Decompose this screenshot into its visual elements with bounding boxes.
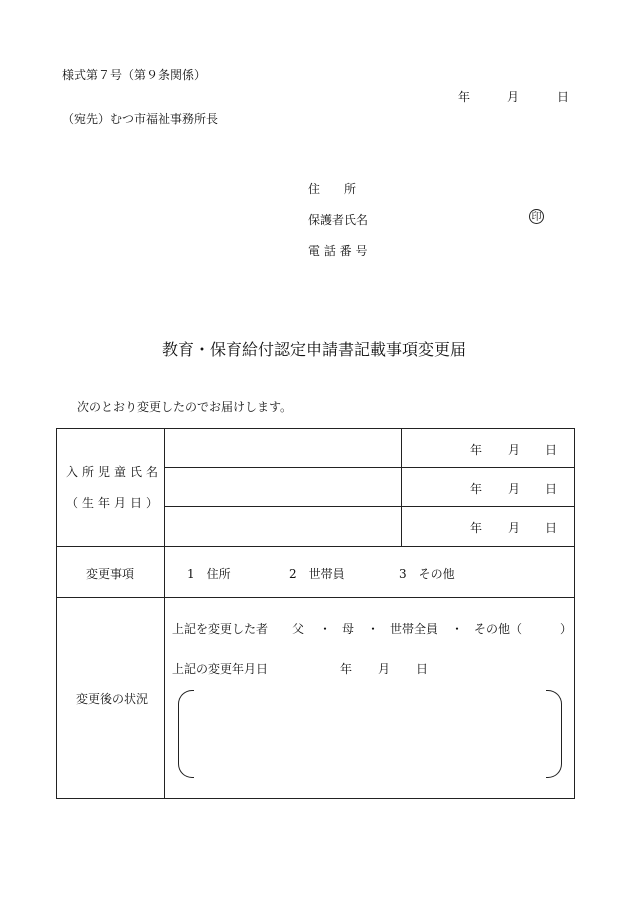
changed-by-father[interactable]: 父 <box>292 622 305 636</box>
seal-icon: 印 <box>529 209 544 224</box>
child-3-year: 年 <box>470 521 483 535</box>
change-date-label: 上記の変更年月日 <box>172 662 269 676</box>
child-2-year: 年 <box>470 482 483 496</box>
guardian-name-label: 保護者氏名 <box>308 213 369 227</box>
changed-by-mother[interactable]: 母 <box>342 622 355 636</box>
section-divider-1 <box>56 546 575 547</box>
changed-by-label: 上記を変更した者 <box>172 622 269 636</box>
change-option-other[interactable]: 3 その他 <box>399 567 455 581</box>
child-name-label: 入所児童氏名 <box>66 465 163 479</box>
label-column-divider <box>164 428 165 799</box>
change-date-month: 月 <box>378 662 391 676</box>
header-date-year: 年 <box>458 90 471 104</box>
child-row-divider-2 <box>164 506 575 507</box>
birthdate-column-divider <box>401 428 402 546</box>
changed-by-other[interactable]: その他（ <box>474 622 523 636</box>
addressee: （宛先）むつ市福祉事務所長 <box>62 112 219 126</box>
child-name-input-1[interactable] <box>166 430 399 466</box>
child-1-day: 日 <box>545 443 558 457</box>
details-input-area[interactable] <box>196 694 544 774</box>
child-birthdate-label: （生年月日） <box>66 496 163 510</box>
address-label: 住 所 <box>308 182 357 196</box>
change-option-address[interactable]: 1 住所 <box>187 567 231 581</box>
change-date-day: 日 <box>416 662 429 676</box>
changed-by-sep-3: ・ <box>451 622 464 636</box>
child-1-year: 年 <box>470 443 483 457</box>
details-bracket-right <box>546 690 562 778</box>
phone-label: 電 話 番 号 <box>308 244 368 258</box>
child-3-day: 日 <box>545 521 558 535</box>
child-1-month: 月 <box>508 443 521 457</box>
changed-by-sep-1: ・ <box>319 622 332 636</box>
document-title: 教育・保育給付認定申請書記載事項変更届 <box>162 340 467 359</box>
change-date-year: 年 <box>340 662 353 676</box>
intro-text: 次のとおり変更したのでお届けします。 <box>77 400 293 414</box>
child-name-input-3[interactable] <box>166 508 399 544</box>
header-date-month: 月 <box>507 90 520 104</box>
changed-by-household[interactable]: 世帯全員 <box>390 622 439 636</box>
change-option-household[interactable]: 2 世帯員 <box>289 567 345 581</box>
child-row-divider-1 <box>164 467 575 468</box>
child-2-day: 日 <box>545 482 558 496</box>
changed-by-other-close: ） <box>560 622 573 636</box>
details-bracket-left <box>178 690 194 778</box>
change-item-label: 変更事項 <box>86 567 135 581</box>
child-name-input-2[interactable] <box>166 469 399 505</box>
header-date-day: 日 <box>557 90 570 104</box>
changed-by-sep-2: ・ <box>367 622 380 636</box>
section-divider-2 <box>56 597 575 598</box>
status-after-label: 変更後の状況 <box>76 692 149 706</box>
child-3-month: 月 <box>508 521 521 535</box>
child-2-month: 月 <box>508 482 521 496</box>
form-number: 様式第７号（第９条関係） <box>62 68 207 82</box>
